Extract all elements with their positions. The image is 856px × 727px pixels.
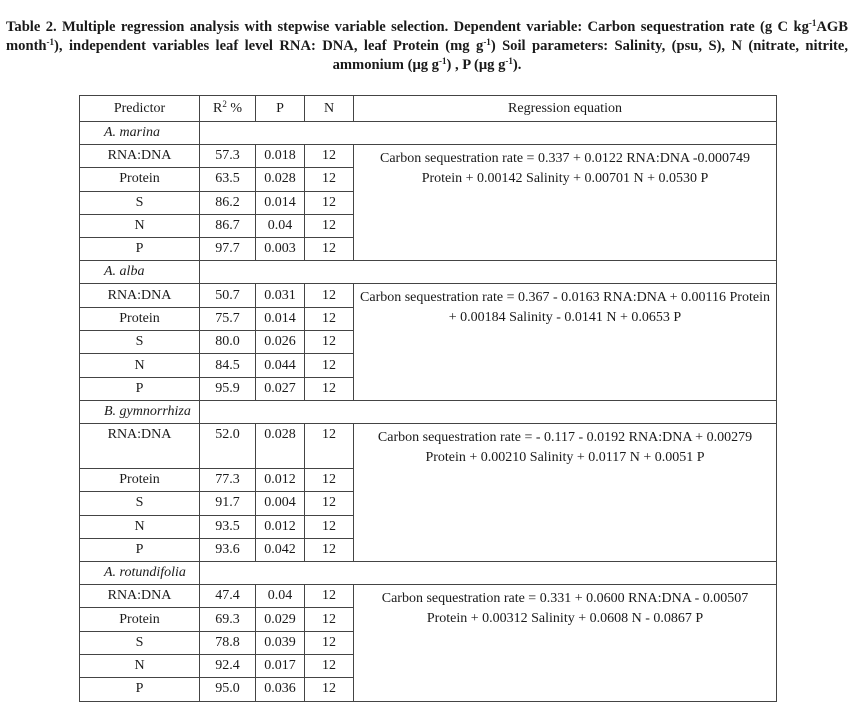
cell-r2: 78.8: [200, 631, 256, 654]
cell-n: 12: [305, 191, 354, 214]
cell-n: 12: [305, 238, 354, 261]
species-name: A. marina: [80, 122, 200, 145]
cell-p: 0.036: [256, 678, 305, 701]
cell-r2: 50.7: [200, 284, 256, 307]
cell-r2: 86.7: [200, 214, 256, 237]
caption-text: AGB month: [6, 19, 848, 54]
cell-n: 12: [305, 678, 354, 701]
cell-predictor: N: [80, 354, 200, 377]
table-row: [80, 585, 777, 608]
cell-p: 0.031: [256, 284, 305, 307]
cell-n: 12: [305, 468, 354, 491]
cell-predictor: N: [80, 515, 200, 538]
header-predictor: Predictor: [80, 96, 200, 122]
cell-p: 0.027: [256, 377, 305, 400]
header-row: [80, 96, 777, 122]
caption-superscript: -1: [438, 56, 447, 66]
cell-n: 12: [305, 354, 354, 377]
cell-p: 0.026: [256, 331, 305, 354]
cell-r2: 80.0: [200, 331, 256, 354]
cell-predictor: S: [80, 492, 200, 515]
table-body: [80, 122, 777, 702]
cell-n: 12: [305, 492, 354, 515]
cell-r2: 57.3: [200, 145, 256, 168]
cell-r2: 84.5: [200, 354, 256, 377]
species-row: [80, 562, 777, 585]
cell-predictor: P: [80, 678, 200, 701]
cell-predictor: P: [80, 377, 200, 400]
cell-n: 12: [305, 423, 354, 468]
cell-predictor: P: [80, 538, 200, 561]
cell-predictor: S: [80, 191, 200, 214]
cell-n: 12: [305, 608, 354, 631]
cell-n: 12: [305, 655, 354, 678]
cell-p: 0.018: [256, 145, 305, 168]
cell-p: 0.012: [256, 515, 305, 538]
cell-n: 12: [305, 377, 354, 400]
species-row: [80, 400, 777, 423]
cell-r2: 75.7: [200, 307, 256, 330]
regression-equation: Carbon sequestration rate = 0.367 - 0.0163 RNA:DNA + 0.00116 Protein + 0.00184 Salinity - 0.0141 N + 0.0653 P: [354, 284, 777, 400]
caption-text: ), independent variables leaf level RNA: DNA, leaf Protein (mg g: [54, 38, 484, 54]
cell-p: 0.042: [256, 538, 305, 561]
cell-p: 0.028: [256, 423, 305, 468]
caption-text: ) Soil parameters: Salinity, (psu, S), N (nitrate, nitrite, ammonium (μg g: [332, 38, 848, 73]
header-r2-letter: R: [212, 100, 223, 116]
cell-predictor: RNA:DNA: [80, 284, 200, 307]
table-row: [80, 284, 777, 307]
regression-equation: Carbon sequestration rate = - 0.117 - 0.0192 RNA:DNA + 0.00279 Protein + 0.00210 Salinity + 0.0117 N + 0.0051 P: [354, 423, 777, 561]
cell-n: 12: [305, 538, 354, 561]
caption-text: Table 2. Multiple regression analysis with stepwise variable selection. Dependent variable: Carbon sequestration rate (g C kg: [6, 19, 809, 35]
cell-p: 0.028: [256, 168, 305, 191]
species-spacer: [200, 400, 777, 423]
regression-table: [79, 95, 777, 702]
cell-r2: 69.3: [200, 608, 256, 631]
cell-predictor: Protein: [80, 168, 200, 191]
species-row: [80, 122, 777, 145]
species-name: A. alba: [80, 261, 200, 284]
cell-p: 0.004: [256, 492, 305, 515]
cell-n: 12: [305, 331, 354, 354]
cell-predictor: N: [80, 214, 200, 237]
cell-predictor: Protein: [80, 307, 200, 330]
cell-n: 12: [305, 168, 354, 191]
cell-p: 0.017: [256, 655, 305, 678]
cell-p: 0.029: [256, 608, 305, 631]
cell-r2: 93.5: [200, 515, 256, 538]
species-spacer: [200, 261, 777, 284]
cell-r2: 97.7: [200, 238, 256, 261]
header-r2-sup: 2: [222, 98, 227, 109]
cell-r2: 52.0: [200, 423, 256, 468]
cell-n: 12: [305, 214, 354, 237]
species-row: [80, 261, 777, 284]
cell-p: 0.012: [256, 468, 305, 491]
cell-p: 0.04: [256, 214, 305, 237]
regression-equation: Carbon sequestration rate = 0.331 + 0.0600 RNA:DNA - 0.00507 Protein + 0.00312 Salinity + 0.0608 N - 0.0867 P: [354, 585, 777, 701]
caption-superscript: -1: [808, 18, 817, 28]
cell-r2: 86.2: [200, 191, 256, 214]
table-row: [80, 423, 777, 468]
cell-n: 12: [305, 145, 354, 168]
cell-r2: 92.4: [200, 655, 256, 678]
caption-superscript: -1: [505, 56, 513, 66]
caption-text: ).: [512, 57, 522, 73]
cell-predictor: RNA:DNA: [80, 423, 200, 468]
cell-n: 12: [305, 284, 354, 307]
cell-p: 0.044: [256, 354, 305, 377]
table-row: [80, 145, 777, 168]
cell-predictor: RNA:DNA: [80, 145, 200, 168]
cell-r2: 91.7: [200, 492, 256, 515]
cell-predictor: N: [80, 655, 200, 678]
cell-n: 12: [305, 307, 354, 330]
cell-r2: 63.5: [200, 168, 256, 191]
header-n: N: [305, 96, 354, 122]
table-caption: [6, 18, 848, 75]
cell-p: 0.003: [256, 238, 305, 261]
header-r2: [200, 96, 256, 122]
cell-p: 0.014: [256, 307, 305, 330]
cell-p: 0.039: [256, 631, 305, 654]
cell-r2: 95.9: [200, 377, 256, 400]
cell-r2: 47.4: [200, 585, 256, 608]
header-equation: Regression equation: [354, 96, 777, 122]
caption-superscript: -1: [483, 37, 491, 47]
species-name: B. gymnorrhiza: [80, 400, 200, 423]
cell-predictor: S: [80, 631, 200, 654]
cell-r2: 95.0: [200, 678, 256, 701]
cell-n: 12: [305, 585, 354, 608]
species-name: A. rotundifolia: [80, 562, 200, 585]
caption-superscript: -1: [46, 37, 55, 47]
cell-p: 0.014: [256, 191, 305, 214]
regression-equation: Carbon sequestration rate = 0.337 + 0.0122 RNA:DNA -0.000749 Protein + 0.00142 Salinity + 0.00701 N + 0.0530 P: [354, 145, 777, 261]
cell-predictor: S: [80, 331, 200, 354]
cell-predictor: P: [80, 238, 200, 261]
header-p: P: [256, 96, 305, 122]
cell-predictor: RNA:DNA: [80, 585, 200, 608]
species-spacer: [200, 562, 777, 585]
cell-predictor: Protein: [80, 468, 200, 491]
cell-r2: 77.3: [200, 468, 256, 491]
header-r2-unit: %: [226, 100, 242, 116]
cell-p: 0.04: [256, 585, 305, 608]
species-spacer: [200, 122, 777, 145]
cell-predictor: Protein: [80, 608, 200, 631]
caption-text: ) , P (μg g: [446, 57, 506, 73]
cell-n: 12: [305, 631, 354, 654]
cell-r2: 93.6: [200, 538, 256, 561]
cell-n: 12: [305, 515, 354, 538]
